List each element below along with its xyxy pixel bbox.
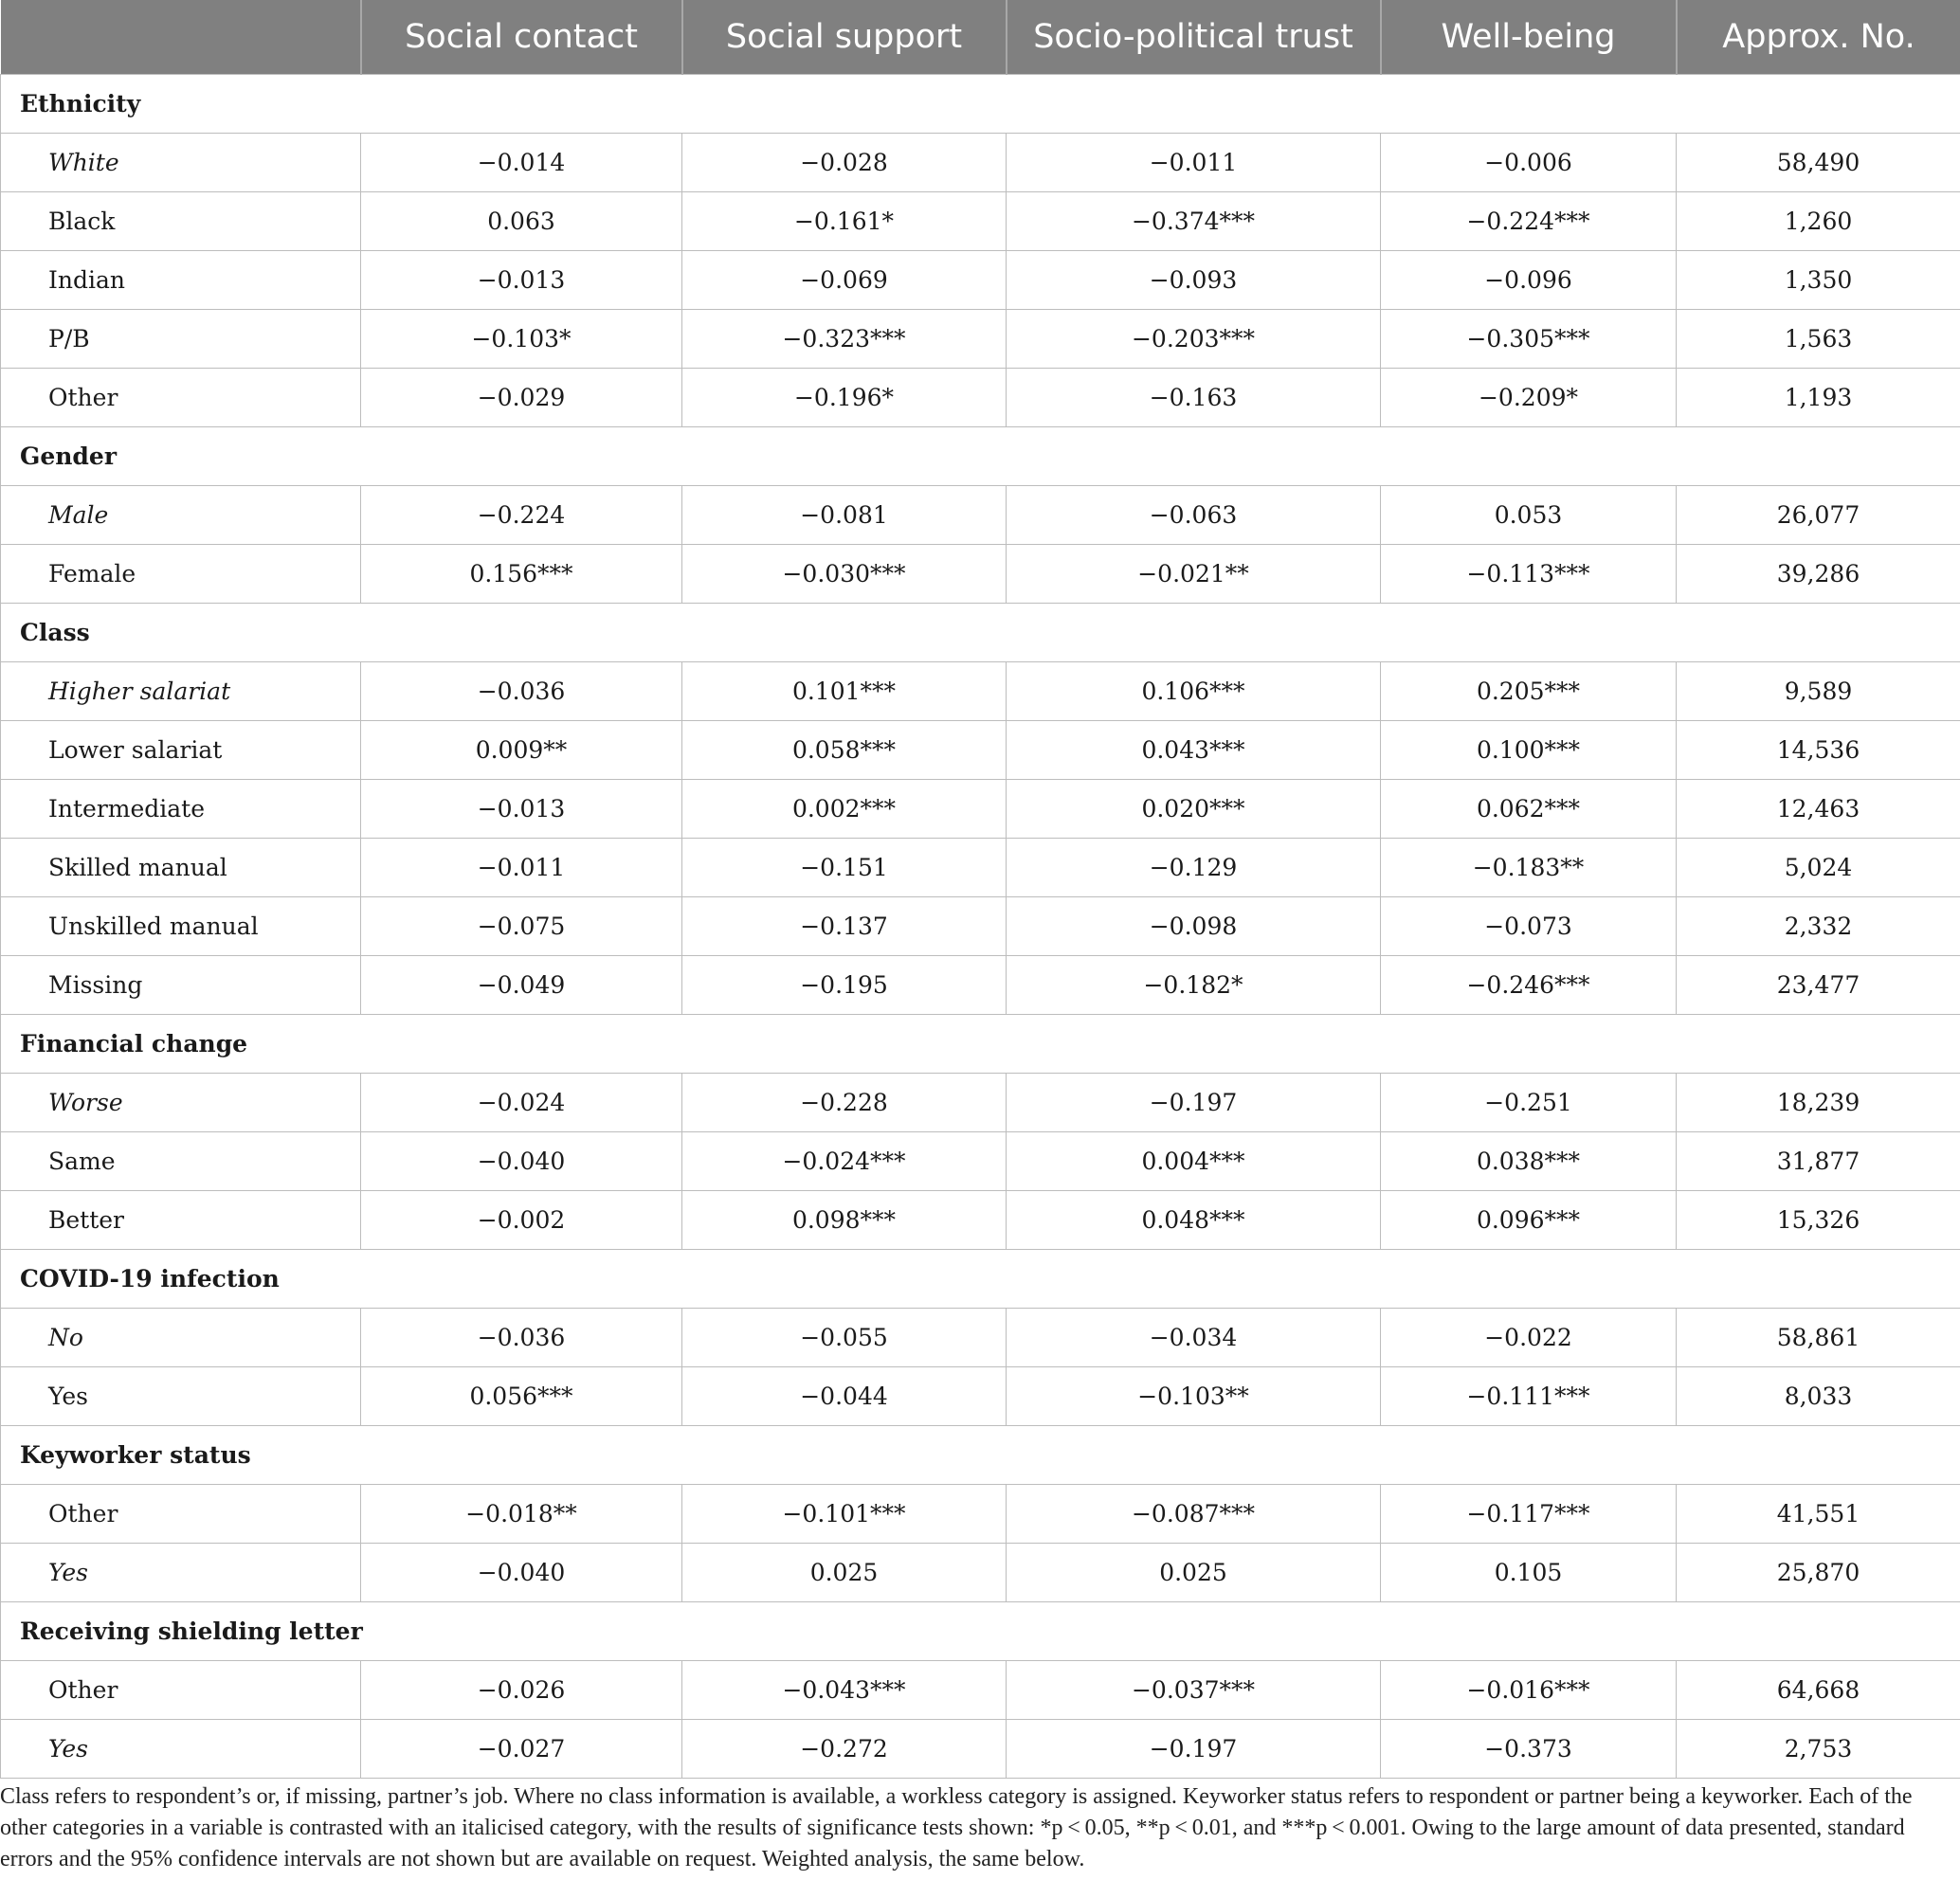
group-title: Financial change: [1, 1014, 1960, 1073]
cell-social-support: −0.030***: [682, 544, 1007, 603]
cell-well-being: −0.111***: [1381, 1366, 1677, 1425]
cell-socio-political-trust: 0.004***: [1007, 1131, 1381, 1190]
cell-approx-no: 8,033: [1677, 1366, 1960, 1425]
cell-socio-political-trust: −0.093: [1007, 250, 1381, 309]
cell-well-being: −0.096: [1381, 250, 1677, 309]
cell-well-being: −0.373: [1381, 1719, 1677, 1778]
table-row: [1, 1308, 1960, 1366]
cell-social-support: −0.196*: [682, 368, 1007, 426]
row-label: White: [1, 133, 361, 191]
row-label: Other: [1, 1660, 361, 1719]
table-row: [1, 133, 1960, 191]
column-header-socio-political-trust: Socio-political trust: [1007, 0, 1381, 74]
cell-well-being: −0.016***: [1381, 1660, 1677, 1719]
cell-approx-no: 2,332: [1677, 896, 1960, 955]
cell-socio-political-trust: −0.197: [1007, 1719, 1381, 1778]
row-label: Same: [1, 1131, 361, 1190]
cell-well-being: −0.224***: [1381, 191, 1677, 250]
cell-approx-no: 23,477: [1677, 955, 1960, 1014]
cell-well-being: −0.006: [1381, 133, 1677, 191]
cell-socio-political-trust: 0.106***: [1007, 661, 1381, 720]
cell-approx-no: 58,861: [1677, 1308, 1960, 1366]
table-row: [1, 779, 1960, 838]
cell-social-contact: 0.009**: [361, 720, 682, 779]
cell-social-support: −0.272: [682, 1719, 1007, 1778]
cell-approx-no: 39,286: [1677, 544, 1960, 603]
column-header-approx-no: Approx. No.: [1677, 0, 1960, 74]
cell-social-contact: −0.075: [361, 896, 682, 955]
group-header-row: [1, 74, 1960, 133]
table-row: [1, 1366, 1960, 1425]
cell-social-contact: −0.036: [361, 1308, 682, 1366]
cell-social-support: 0.025: [682, 1543, 1007, 1601]
table-row: [1, 191, 1960, 250]
group-title: COVID-19 infection: [1, 1249, 1960, 1308]
table-row: [1, 250, 1960, 309]
cell-approx-no: 18,239: [1677, 1073, 1960, 1131]
cell-social-support: −0.069: [682, 250, 1007, 309]
row-label: No: [1, 1308, 361, 1366]
cell-socio-political-trust: −0.203***: [1007, 309, 1381, 368]
cell-social-support: −0.081: [682, 485, 1007, 544]
cell-socio-political-trust: −0.063: [1007, 485, 1381, 544]
cell-social-support: 0.101***: [682, 661, 1007, 720]
table-row: [1, 544, 1960, 603]
row-label: Lower salariat: [1, 720, 361, 779]
cell-socio-political-trust: −0.103**: [1007, 1366, 1381, 1425]
cell-well-being: −0.209*: [1381, 368, 1677, 426]
group-header-row: [1, 426, 1960, 485]
cell-social-support: 0.058***: [682, 720, 1007, 779]
row-label: Missing: [1, 955, 361, 1014]
cell-well-being: −0.183**: [1381, 838, 1677, 896]
group-header-row: [1, 1249, 1960, 1308]
cell-social-support: −0.151: [682, 838, 1007, 896]
cell-well-being: 0.205***: [1381, 661, 1677, 720]
cell-well-being: −0.251: [1381, 1073, 1677, 1131]
cell-well-being: −0.246***: [1381, 955, 1677, 1014]
row-label: Black: [1, 191, 361, 250]
cell-social-contact: −0.029: [361, 368, 682, 426]
header-row: [1, 0, 1960, 74]
cell-socio-political-trust: 0.020***: [1007, 779, 1381, 838]
cell-approx-no: 5,024: [1677, 838, 1960, 896]
table-row: [1, 1131, 1960, 1190]
column-header-well-being: Well-being: [1381, 0, 1677, 74]
table-header: [1, 0, 1960, 74]
cell-well-being: −0.022: [1381, 1308, 1677, 1366]
group-header-row: [1, 1014, 1960, 1073]
table-footnote: Class refers to respondent’s or, if missing, partner’s job. Where no class information is available, a workless category is assigned. Keyworker status refers to respondent or partner being a keyworker. Each of the other categories in a variable is contrasted with an italicised category, with the results of significance tests shown: *p < 0.05, **p < 0.01, and ***p < 0.001. Owing to the large amount of data presented, standard errors and the 95% confidence intervals are not shown but are available on request. Weighted analysis, the same below.: [0, 1784, 1913, 1871]
cell-socio-political-trust: 0.025: [1007, 1543, 1381, 1601]
cell-socio-political-trust: −0.011: [1007, 133, 1381, 191]
cell-socio-political-trust: −0.129: [1007, 838, 1381, 896]
cell-approx-no: 9,589: [1677, 661, 1960, 720]
cell-approx-no: 12,463: [1677, 779, 1960, 838]
cell-socio-political-trust: −0.021**: [1007, 544, 1381, 603]
cell-well-being: 0.053: [1381, 485, 1677, 544]
table-row: [1, 1484, 1960, 1543]
table-row: [1, 1660, 1960, 1719]
cell-approx-no: 1,193: [1677, 368, 1960, 426]
group-title: Receiving shielding letter: [1, 1601, 1960, 1660]
cell-social-contact: −0.036: [361, 661, 682, 720]
cell-approx-no: 15,326: [1677, 1190, 1960, 1249]
cell-social-contact: −0.040: [361, 1131, 682, 1190]
table-row: [1, 1073, 1960, 1131]
group-title: Keyworker status: [1, 1425, 1960, 1484]
group-header-row: [1, 603, 1960, 661]
cell-approx-no: 64,668: [1677, 1660, 1960, 1719]
table-row: [1, 368, 1960, 426]
cell-socio-political-trust: −0.087***: [1007, 1484, 1381, 1543]
table-row: [1, 309, 1960, 368]
row-label: Better: [1, 1190, 361, 1249]
row-label: Male: [1, 485, 361, 544]
cell-social-support: −0.044: [682, 1366, 1007, 1425]
cell-socio-political-trust: 0.043***: [1007, 720, 1381, 779]
row-label: Other: [1, 1484, 361, 1543]
cell-social-support: 0.002***: [682, 779, 1007, 838]
row-label: Other: [1, 368, 361, 426]
cell-approx-no: 1,563: [1677, 309, 1960, 368]
group-header-row: [1, 1425, 1960, 1484]
cell-approx-no: 31,877: [1677, 1131, 1960, 1190]
cell-approx-no: 26,077: [1677, 485, 1960, 544]
cell-social-support: −0.024***: [682, 1131, 1007, 1190]
row-label: Indian: [1, 250, 361, 309]
row-label: Yes: [1, 1543, 361, 1601]
cell-well-being: 0.100***: [1381, 720, 1677, 779]
cell-social-support: −0.028: [682, 133, 1007, 191]
cell-social-contact: 0.056***: [361, 1366, 682, 1425]
cell-socio-political-trust: −0.037***: [1007, 1660, 1381, 1719]
table-row: [1, 1719, 1960, 1778]
cell-social-support: 0.098***: [682, 1190, 1007, 1249]
cell-approx-no: 2,753: [1677, 1719, 1960, 1778]
row-label: Female: [1, 544, 361, 603]
cell-socio-political-trust: 0.048***: [1007, 1190, 1381, 1249]
cell-well-being: 0.062***: [1381, 779, 1677, 838]
group-header-row: [1, 1601, 1960, 1660]
cell-social-support: −0.043***: [682, 1660, 1007, 1719]
cell-well-being: −0.117***: [1381, 1484, 1677, 1543]
cell-social-support: −0.161*: [682, 191, 1007, 250]
row-label: Intermediate: [1, 779, 361, 838]
group-title: Gender: [1, 426, 1960, 485]
cell-social-contact: −0.013: [361, 779, 682, 838]
cell-social-contact: −0.224: [361, 485, 682, 544]
cell-social-contact: −0.040: [361, 1543, 682, 1601]
table-row: [1, 485, 1960, 544]
cell-socio-political-trust: −0.182*: [1007, 955, 1381, 1014]
cell-well-being: 0.096***: [1381, 1190, 1677, 1249]
cell-socio-political-trust: −0.098: [1007, 896, 1381, 955]
cell-well-being: 0.105: [1381, 1543, 1677, 1601]
cell-social-contact: −0.014: [361, 133, 682, 191]
cell-socio-political-trust: −0.374***: [1007, 191, 1381, 250]
cell-social-contact: −0.013: [361, 250, 682, 309]
table-row: [1, 838, 1960, 896]
table-row: [1, 896, 1960, 955]
cell-approx-no: 41,551: [1677, 1484, 1960, 1543]
cell-well-being: −0.073: [1381, 896, 1677, 955]
cell-approx-no: 58,490: [1677, 133, 1960, 191]
cell-approx-no: 14,536: [1677, 720, 1960, 779]
cell-social-support: −0.228: [682, 1073, 1007, 1131]
cell-social-support: −0.055: [682, 1308, 1007, 1366]
cell-social-contact: −0.018**: [361, 1484, 682, 1543]
cell-social-contact: −0.027: [361, 1719, 682, 1778]
cell-social-support: −0.137: [682, 896, 1007, 955]
cell-social-contact: −0.103*: [361, 309, 682, 368]
column-header-social-support: Social support: [682, 0, 1007, 74]
cell-well-being: 0.038***: [1381, 1131, 1677, 1190]
cell-socio-political-trust: −0.034: [1007, 1308, 1381, 1366]
cell-social-contact: −0.011: [361, 838, 682, 896]
table-row: [1, 661, 1960, 720]
group-title: Ethnicity: [1, 74, 1960, 133]
cell-social-contact: −0.049: [361, 955, 682, 1014]
table-row: [1, 1190, 1960, 1249]
row-label: Higher salariat: [1, 661, 361, 720]
cell-approx-no: 1,260: [1677, 191, 1960, 250]
cell-social-contact: 0.063: [361, 191, 682, 250]
cell-approx-no: 25,870: [1677, 1543, 1960, 1601]
cell-social-support: −0.195: [682, 955, 1007, 1014]
row-label: P/B: [1, 309, 361, 368]
row-label: Yes: [1, 1719, 361, 1778]
row-label: Worse: [1, 1073, 361, 1131]
table-row: [1, 1543, 1960, 1601]
cell-socio-political-trust: −0.197: [1007, 1073, 1381, 1131]
cell-social-contact: 0.156***: [361, 544, 682, 603]
cell-social-contact: −0.024: [361, 1073, 682, 1131]
table-row: [1, 720, 1960, 779]
table-body: [1, 74, 1960, 1778]
cell-well-being: −0.113***: [1381, 544, 1677, 603]
column-header-category: [1, 0, 361, 74]
cell-well-being: −0.305***: [1381, 309, 1677, 368]
cell-social-contact: −0.002: [361, 1190, 682, 1249]
cell-socio-political-trust: −0.163: [1007, 368, 1381, 426]
row-label: Unskilled manual: [1, 896, 361, 955]
column-header-social-contact: Social contact: [361, 0, 682, 74]
cell-social-support: −0.323***: [682, 309, 1007, 368]
row-label: Yes: [1, 1366, 361, 1425]
cell-approx-no: 1,350: [1677, 250, 1960, 309]
cell-social-contact: −0.026: [361, 1660, 682, 1719]
row-label: Skilled manual: [1, 838, 361, 896]
cell-social-support: −0.101***: [682, 1484, 1007, 1543]
group-title: Class: [1, 603, 1960, 661]
table-row: [1, 955, 1960, 1014]
